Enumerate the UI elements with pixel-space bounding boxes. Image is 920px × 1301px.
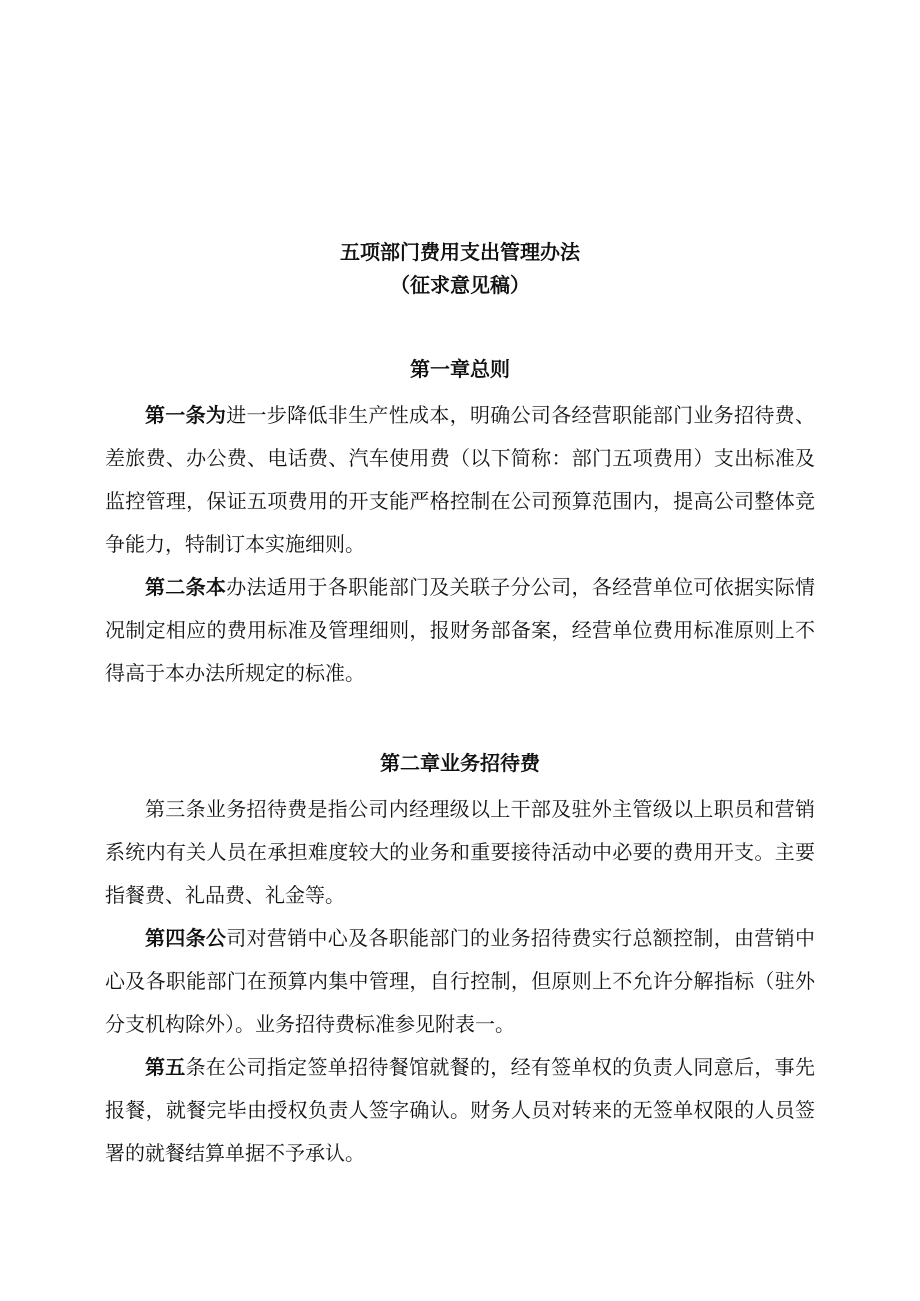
document-title: 五项部门费用支出管理办法 [340,240,580,264]
article-2-text: 办法适用于各职能部门及关联子分公司，各经营单位可依据实际情况制定相应的费用标准及管理细则，报财务部备案，经营单位费用标准原则上不得高于本办法所规定的标准。 [105,575,815,685]
article-2 [105,566,815,695]
article-3 [105,788,815,917]
article-5-text: 条在公司指定签单招待餐馆就餐的，经有签单权的负责人同意后，事先报餐，就餐完毕由授权负责人签字确认。财务人员对转来的无签单权限的人员签署的就餐结算单据不予承认。 [105,1055,815,1165]
article-4-text: 司对营销中心及各职能部门的业务招待费实行总额控制，由营销中心及各职能部门在预算内集中管理，自行控制，但原则上不允许分解指标（驻外分支机构除外）。业务招待费标准参见附表一。 [105,926,815,1036]
chapter-1-heading: 第一章总则 [410,357,510,381]
article-5 [105,1046,815,1175]
article-5-lead: 第五 [145,1055,186,1079]
article-2-lead: 第二条本 [145,575,227,599]
article-4 [105,917,815,1046]
document-subtitle: （征求意见稿） [390,273,530,297]
article-1 [105,394,815,566]
chapter-2-heading: 第二章业务招待费 [380,751,540,775]
article-1-lead: 第一条为 [145,403,227,427]
article-1-text: 进一步降低非生产性成本，明确公司各经营职能部门业务招待费、差旅费、办公费、电话费、汽车使用费（以下简称：部门五项费用）支出标准及监控管理，保证五项费用的开支能严格控制在公司预算范围内，提高公司整体竞争能力，特制订本实施细则。 [105,403,815,556]
article-3-text: 第三条业务招待费是指公司内经理级以上干部及驻外主管级以上职员和营销系统内有关人员在承担难度较大的业务和重要接待活动中必要的费用开支。主要指餐费、礼品费、礼金等。 [105,797,815,907]
article-4-lead: 第四条公 [145,926,227,950]
